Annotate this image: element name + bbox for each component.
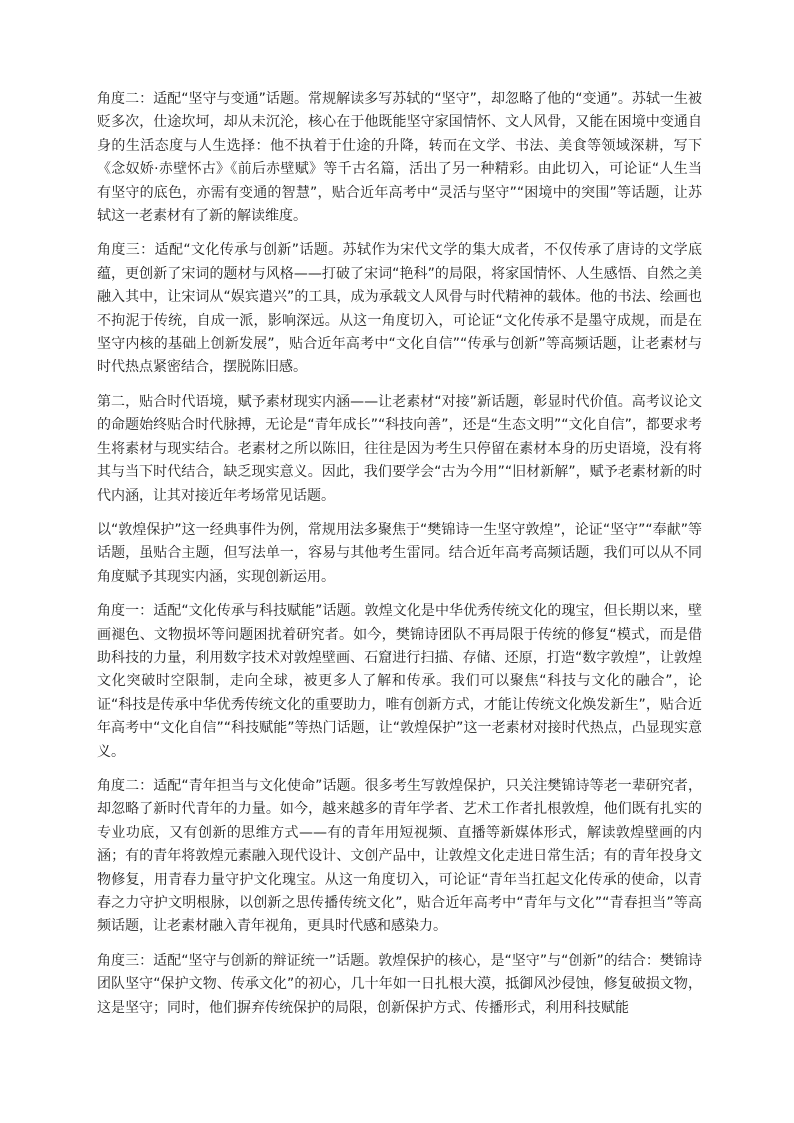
paragraph: 角度三：适配“文化传承与创新”话题。苏轼作为宋代文学的集大成者，不仅传承了唐诗的文学底蕴，更创新了宋词的题材与风格——打破了宋词“艳科”的局限，将家国情怀、人生感悟、自然之美融入其中，让宋词从“娱宾遣兴”的工具，成为承载文人风骨与时代精神的载体。他的书法、绘画也不拘泥于传统，自成一派，影响深远。从这一角度切入，可论证“文化传承不是墨守成规，而是在坚守内核的基础上创新发展”，贴合近年高考中“文化自信”“传承与创新”等高频话题，让老素材与时代热点紧密结合，摆脱陈旧感。	[97, 242, 702, 376]
paragraph: 以“敦煌保护”这一经典事件为例，常规用法多聚焦于“樊锦诗一生坚守敦煌”，论证“坚守”“奉献”等话题，虽贴合主题，但写法单一，容易与其他考生雷同。结合近年高考高频话题，我们可以从不同角度赋予其现实内涵，实现创新运用。	[97, 521, 702, 585]
document-page	[97, 88, 702, 1031]
paragraph: 角度三：适配“坚守与创新的辩证统一”话题。敦煌保护的核心，是“坚守”与“创新”的结合：樊锦诗团队坚守“保护文物、传承文化”的初心，几十年如一日扎根大漠，抵御风沙侵蚀，修复破损文物，这是坚守；同时，他们摒弃传统保护的局限，创新保护方式、传播形式，利用科技赋能	[97, 952, 702, 1016]
paragraph: 角度二：适配“坚守与变通”话题。常规解读多写苏轼的“坚守”，却忽略了他的“变通”。苏轼一生被贬多次，仕途坎坷，却从未沉沦，核心在于他既能坚守家国情怀、文人风骨，又能在困境中变通自身的生活态度与人生选择：他不执着于仕途的升降，转而在文学、书法、美食等领域深耕，写下《念奴娇·赤壁怀古》《前后赤壁赋》等千古名篇，活出了另一种精彩。由此切入，可论证“人生当有坚守的底色，亦需有变通的智慧”，贴合近年高考中“灵活与坚守”“困境中的突围”等话题，让苏轼这一老素材有了新的解读维度。	[97, 91, 702, 225]
paragraph: 角度二：适配“青年担当与文化使命”话题。很多考生写敦煌保护，只关注樊锦诗等老一辈研究者，却忽略了新时代青年的力量。如今，越来越多的青年学者、艺术工作者扎根敦煌，他们既有扎实的专业功底，又有创新的思维方式——有的青年用短视频、直播等新媒体形式，解读敦煌壁画的内涵；有的青年将敦煌元素融入现代设计、文创产品中，让敦煌文化走进日常生活；有的青年投身文物修复，用青春力量守护文化瑰宝。从这一角度切入，可论证“青年当扛起文化传承的使命，以青春之力守护文明根脉，以创新之思传播传统文化”，贴合近年高考中“青年与文化”“青春担当”等高频话题，让老素材融入青年视角，更具时代感和感染力。	[97, 777, 702, 935]
paragraph: 第二，贴合时代语境，赋予素材现实内涵——让老素材“对接”新话题，彰显时代价值。高考议论文的命题始终贴合时代脉搏，无论是“青年成长”“科技向善”，还是“生态文明”“文化自信”，都要求考生将素材与现实结合。老素材之所以陈旧，往往是因为考生只停留在素材本身的历史语境，没有将其与当下时代结合，缺乏现实意义。因此，我们要学会“古为今用”“旧材新解”，赋予老素材新的时代内涵，让其对接近年考场常见话题。	[97, 393, 702, 504]
paragraph: 角度一：适配“文化传承与科技赋能”话题。敦煌文化是中华优秀传统文化的瑰宝，但长期以来，壁画褪色、文物损坏等问题困扰着研究者。如今，樊锦诗团队不再局限于传统的修复“模式，而是借助科技的力量，利用数字技术对敦煌壁画、石窟进行扫描、存储、还原，打造“数字敦煌”，让敦煌文化突破时空限制，走向全球，被更多人了解和传承。我们可以聚焦“科技与文化的融合”，论证“科技是传承中华优秀传统文化的重要助力，唯有创新方式，才能让传统文化焕发新生”，贴合近年高考中“文化自信”“科技赋能”等热门话题，让“敦煌保护”这一老素材对接时代热点，凸显现实意义。	[97, 603, 702, 760]
